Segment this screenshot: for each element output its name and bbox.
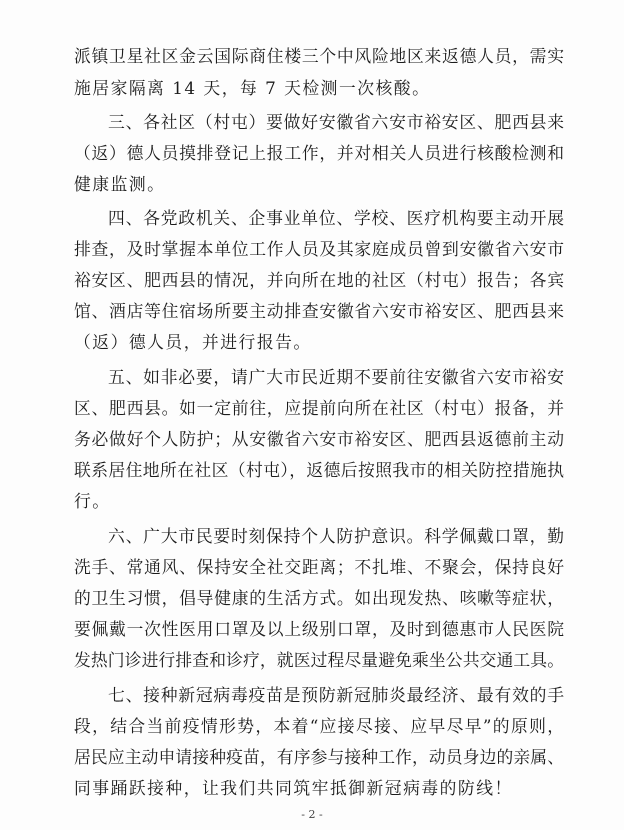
text-line: （返）德人员摸排登记上报工作，并对相关人员进行核酸检测和	[74, 143, 564, 163]
text-line: 段，结合当前疫情形势，本着“应接尽接、应早尽早”的原则，	[74, 716, 564, 736]
text-line: 健康监测。	[74, 174, 166, 194]
text-line: 要佩戴一次性医用口罩及以上级别口罩，及时到德惠市人民医院	[74, 619, 564, 639]
text-line: 的卫生习惯，倡导健康的生活方式。如出现发热、咳嗽等症状，	[74, 588, 564, 608]
text-line: 三、各社区（村屯）要做好安徽省六安市裕安区、肥西县来	[108, 112, 564, 132]
text-line: 区、肥西县。如一定前往，应提前向所在社区（村屯）报备，并	[74, 398, 564, 418]
text-line: 同事踊跃接种，让我们共同筑牢抵御新冠病毒的防线！	[74, 778, 513, 798]
text-line: 行。	[74, 491, 111, 511]
page-number: - 2 -	[301, 808, 323, 821]
text-line: 四、各党政机关、企事业单位、学校、医疗机构要主动开展	[108, 208, 564, 228]
text-line: 施居家隔离 14 天，每 7 天检测一次核酸。	[74, 78, 431, 98]
text-line: 排查，及时掌握本单位工作人员及其家庭成员曾到安徽省六安市	[74, 239, 564, 259]
text-line: 五、如非必要，请广大市民近期不要前往安徽省六安市裕安	[108, 367, 564, 387]
text-line: 发热门诊进行排查和诊疗，就医过程尽量避免乘坐公共交通工具。	[74, 650, 564, 670]
text-line: 派镇卫星社区金云国际商住楼三个中风险地区来返德人员，需实	[74, 46, 564, 66]
text-line: 六、广大市民要时刻保持个人防护意识。科学佩戴口罩，勤	[108, 526, 564, 546]
text-line: （返）德人员，并进行报告。	[74, 332, 312, 352]
text-line: 居民应主动申请接种疫苗，有序参与接种工作，动员身边的亲属、	[74, 747, 564, 767]
text-line: 七、接种新冠病毒疫苗是预防新冠肺炎最经济、最有效的手	[108, 685, 564, 705]
text-line: 馆、酒店等住宿场所要主动排查安徽省六安市裕安区、肥西县来	[74, 301, 564, 321]
text-line: 洗手、常通风、保持安全社交距离；不扎堆、不聚会，保持良好	[74, 557, 564, 577]
text-line: 务必做好个人防护；从安徽省六安市裕安区、肥西县返德前主动	[74, 429, 564, 449]
text-line: 裕安区、肥西县的情况，并向所在地的社区（村屯）报告；各宾	[74, 270, 564, 290]
text-line: 联系居住地所在社区（村屯），返德后按照我市的相关防控措施执	[74, 460, 564, 480]
